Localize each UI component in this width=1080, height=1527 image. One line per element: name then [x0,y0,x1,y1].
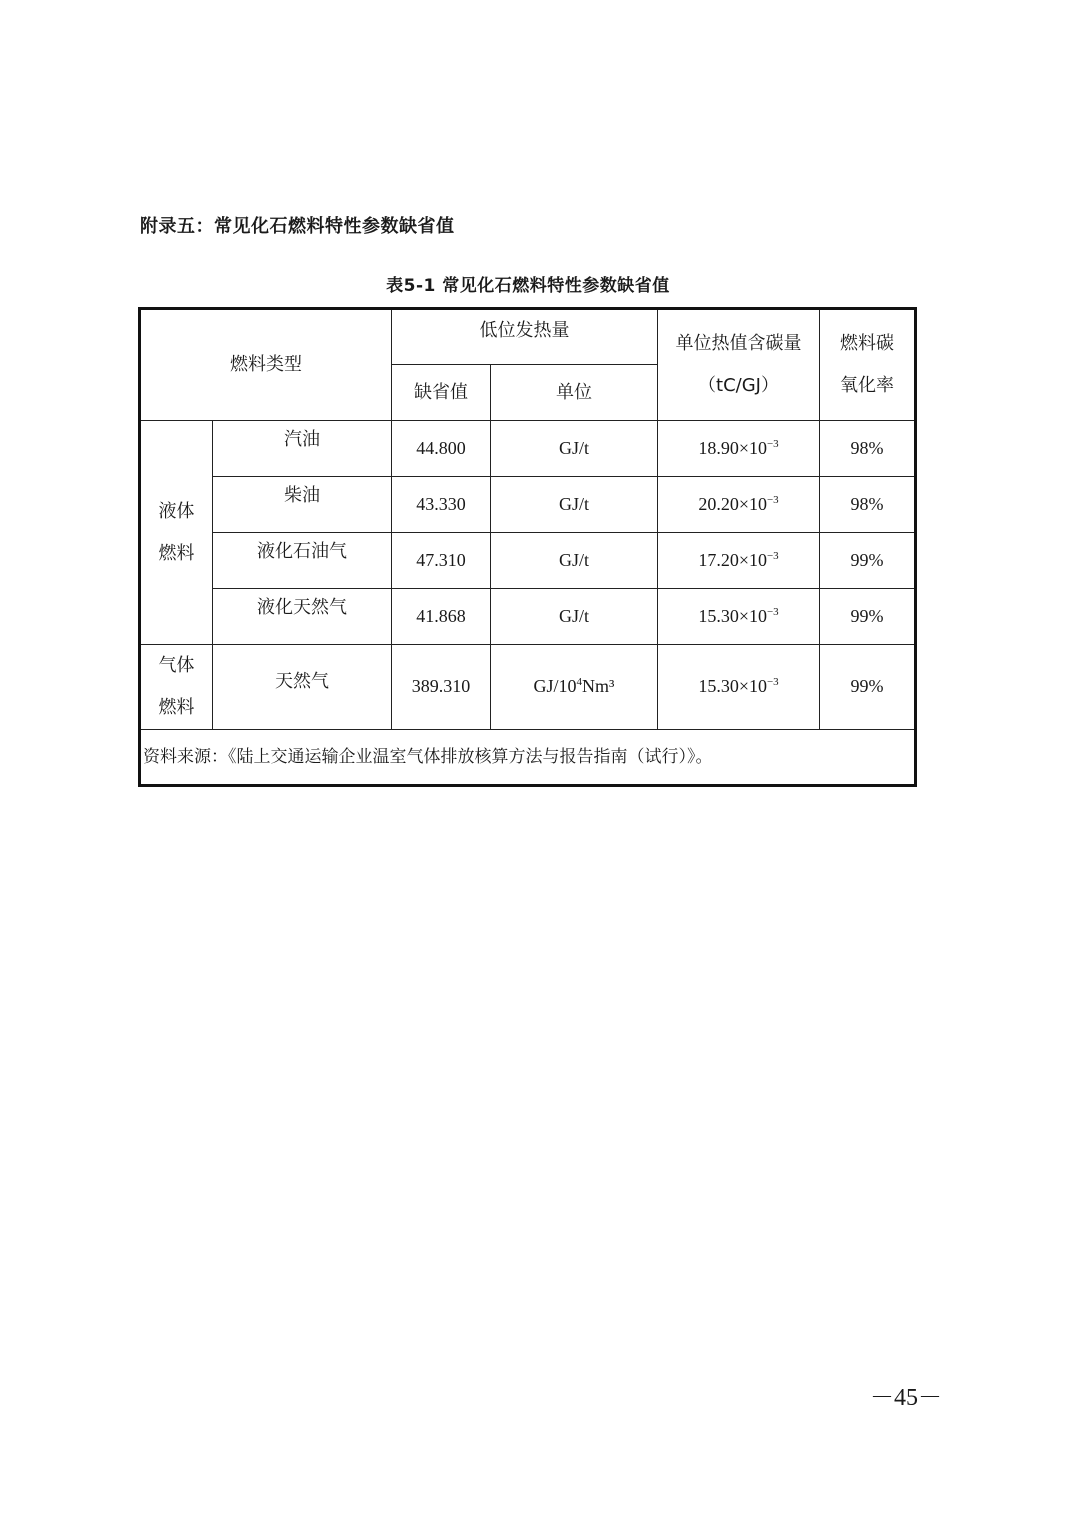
group-gas-fuel-line2: 燃料 [158,697,195,718]
lhv-unit-base: GJ/10 [533,676,577,697]
carbon-content-base: 20.20×10 [698,493,767,514]
header-lhv-unit: 单位 [491,365,658,421]
header-lhv-default: 缺省值 [392,365,491,421]
table-row [140,421,916,477]
table-row [140,477,916,533]
lhv-unit-exponent: 4 [576,676,583,689]
lhv-unit: GJ/t [491,589,658,645]
appendix-title: 附录五：常见化石燃料特性参数缺省值 [140,216,455,237]
carbon-content-base: 15.30×10 [698,605,767,626]
header-carbon-content-line1: 单位热值含碳量 [675,333,802,354]
carbon-content-base: 17.20×10 [698,549,767,570]
lhv-value: 47.310 [392,533,491,589]
table-row [140,645,916,730]
header-oxidation-line1: 燃料碳 [840,333,894,354]
oxidation-rate: 99% [820,589,916,645]
header-fuel-type: 燃料类型 [140,309,392,421]
carbon-content-base: 15.30×10 [698,676,767,697]
table-caption: 表5-1 常见化石燃料特性参数缺省值 [386,276,670,296]
carbon-content-base: 18.90×10 [698,437,767,458]
carbon-content-exponent: −3 [766,676,779,689]
carbon-content [658,589,820,645]
group-liquid-fuel-line1: 液体 [158,500,195,522]
carbon-content-exponent: −3 [766,493,779,506]
oxidation-rate: 99% [820,533,916,589]
table-header-row [140,309,916,365]
source-note: 资料来源：《陆上交通运输企业温室气体排放核算方法与报告指南（试行）》。 [140,730,916,786]
header-oxidation-line2: 氧化率 [840,375,894,396]
header-carbon-content [658,309,820,421]
group-liquid-fuel [140,421,213,645]
page-number: －45－ [870,1385,942,1411]
fuel-name: 柴油 [213,477,392,533]
table-row [140,589,916,645]
lhv-value: 43.330 [392,477,491,533]
carbon-content-exponent: −3 [766,437,779,450]
lhv-unit: GJ/t [491,421,658,477]
lhv-unit [491,645,658,730]
carbon-content [658,645,820,730]
oxidation-rate: 99% [820,645,916,730]
fuel-name: 天然气 [213,645,392,730]
group-liquid-fuel-line2: 燃料 [158,542,195,564]
carbon-content-exponent: −3 [766,605,779,618]
fuel-parameters-table [138,307,917,787]
source-row [140,730,916,786]
group-gas-fuel-line1: 气体 [158,655,195,676]
carbon-content [658,533,820,589]
fuel-name: 液化石油气 [213,533,392,589]
group-gas-fuel [140,645,213,730]
header-oxidation-rate [820,309,916,421]
lhv-unit-tail: Nm³ [582,676,615,697]
carbon-content [658,477,820,533]
lhv-value: 44.800 [392,421,491,477]
lhv-value: 389.310 [392,645,491,730]
carbon-content-exponent: −3 [766,549,779,562]
header-lhv: 低位发热量 [392,309,658,365]
header-carbon-content-line2: （tC/GJ） [698,375,779,396]
fuel-name: 液化天然气 [213,589,392,645]
lhv-value: 41.868 [392,589,491,645]
carbon-content [658,421,820,477]
table-row [140,533,916,589]
lhv-unit: GJ/t [491,477,658,533]
oxidation-rate: 98% [820,421,916,477]
fuel-name: 汽油 [213,421,392,477]
lhv-unit: GJ/t [491,533,658,589]
oxidation-rate: 98% [820,477,916,533]
